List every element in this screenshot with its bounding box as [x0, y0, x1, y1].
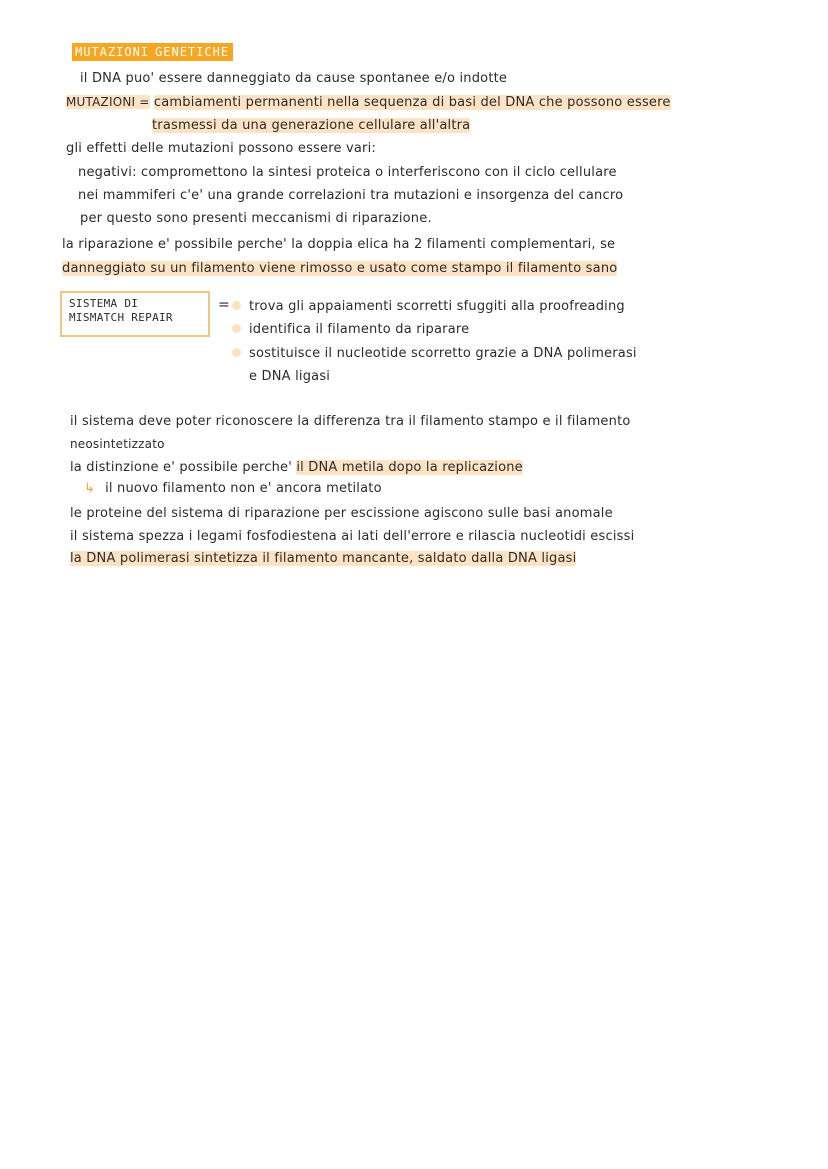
- title-word-1: MUTAZIONI: [75, 45, 150, 59]
- mismatch-repair-box: [60, 291, 210, 337]
- final-line: [70, 549, 576, 569]
- mutation-definition-cont: [152, 116, 470, 136]
- final-line-text: la DNA polimerasi sintetizza il filamento mancante, saldato dalla DNA ligasi: [70, 551, 577, 566]
- mismatch-item-3-cont: e DNA ligasi: [249, 369, 331, 384]
- title-word-2: GENETICHE: [155, 45, 230, 59]
- mutation-definition-cont-text: trasmessi da una generazione cellulare all'altra: [152, 118, 471, 133]
- mismatch-item-1: [232, 297, 625, 317]
- mutation-definition: cambiamenti permanenti nella sequenza di basi del DNA che possono essere: [153, 95, 671, 110]
- distinction-text: la distinzione e' possibile perche': [70, 460, 292, 475]
- distinction-line: [70, 458, 523, 478]
- methylation-highlight: il DNA metila dopo la replicazione: [296, 460, 523, 475]
- mismatch-item-1-text: trova gli appaiamenti scorretti sfuggiti alla proofreading: [249, 299, 625, 314]
- mismatch-item-2: [232, 320, 469, 340]
- bullet-dot: [232, 301, 241, 310]
- page-title: [72, 43, 233, 61]
- effects-line: gli effetti delle mutazioni possono essere vari:: [66, 141, 376, 156]
- mismatch-item-2-text: identifica il filamento da riparare: [249, 322, 470, 337]
- repair-mechanisms-line: per questo sono presenti meccanismi di riparazione.: [80, 211, 432, 226]
- box-line-2: MISMATCH REPAIR: [69, 311, 173, 324]
- arrow-line: [84, 479, 382, 499]
- repair-line-1: la riparazione e' possibile perche' la doppia elica ha 2 filamenti complementari, se: [62, 237, 616, 252]
- system-line-2: neosintetizzato: [70, 437, 165, 451]
- mismatch-item-3-text: sostituisce il nucleotide scorretto grazie a DNA polimerasi: [249, 346, 637, 361]
- mismatch-item-3: [232, 344, 637, 364]
- system-line-1: il sistema deve poter riconoscere la differenza tra il filamento stampo e il filamento: [70, 414, 631, 429]
- excision-line: le proteine del sistema di riparazione per escissione agiscono sulle basi anomale: [70, 506, 613, 521]
- negative-effects-line: negativi: compromettono la sintesi proteica o interferiscono con il ciclo cellulare: [78, 165, 617, 180]
- arrow-right-icon: ↳: [84, 481, 96, 496]
- mutation-label: MUTAZIONI =: [66, 95, 150, 109]
- repair-line-2: [62, 259, 617, 279]
- repair-line-2-text: danneggiato su un filamento viene rimosso e usato come stampo il filamento sano: [62, 261, 618, 276]
- arrow-line-text: il nuovo filamento non e' ancora metilato: [105, 481, 382, 496]
- box-line-1: SISTEMA DI: [69, 297, 139, 310]
- break-line: il sistema spezza i legami fosfodiestena ai lati dell'errore e rilascia nucleotidi escissi: [70, 529, 635, 544]
- mutation-definition-line: [66, 92, 671, 113]
- bullet-dot: [232, 348, 241, 357]
- bullet-dot: [232, 324, 241, 333]
- cancer-correlation-line: nei mammiferi c'e' una grande correlazioni tra mutazioni e insorgenza del cancro: [78, 188, 624, 203]
- equals-sign: =: [218, 297, 230, 313]
- intro-line: il DNA puo' essere danneggiato da cause spontanee e/o indotte: [80, 71, 508, 86]
